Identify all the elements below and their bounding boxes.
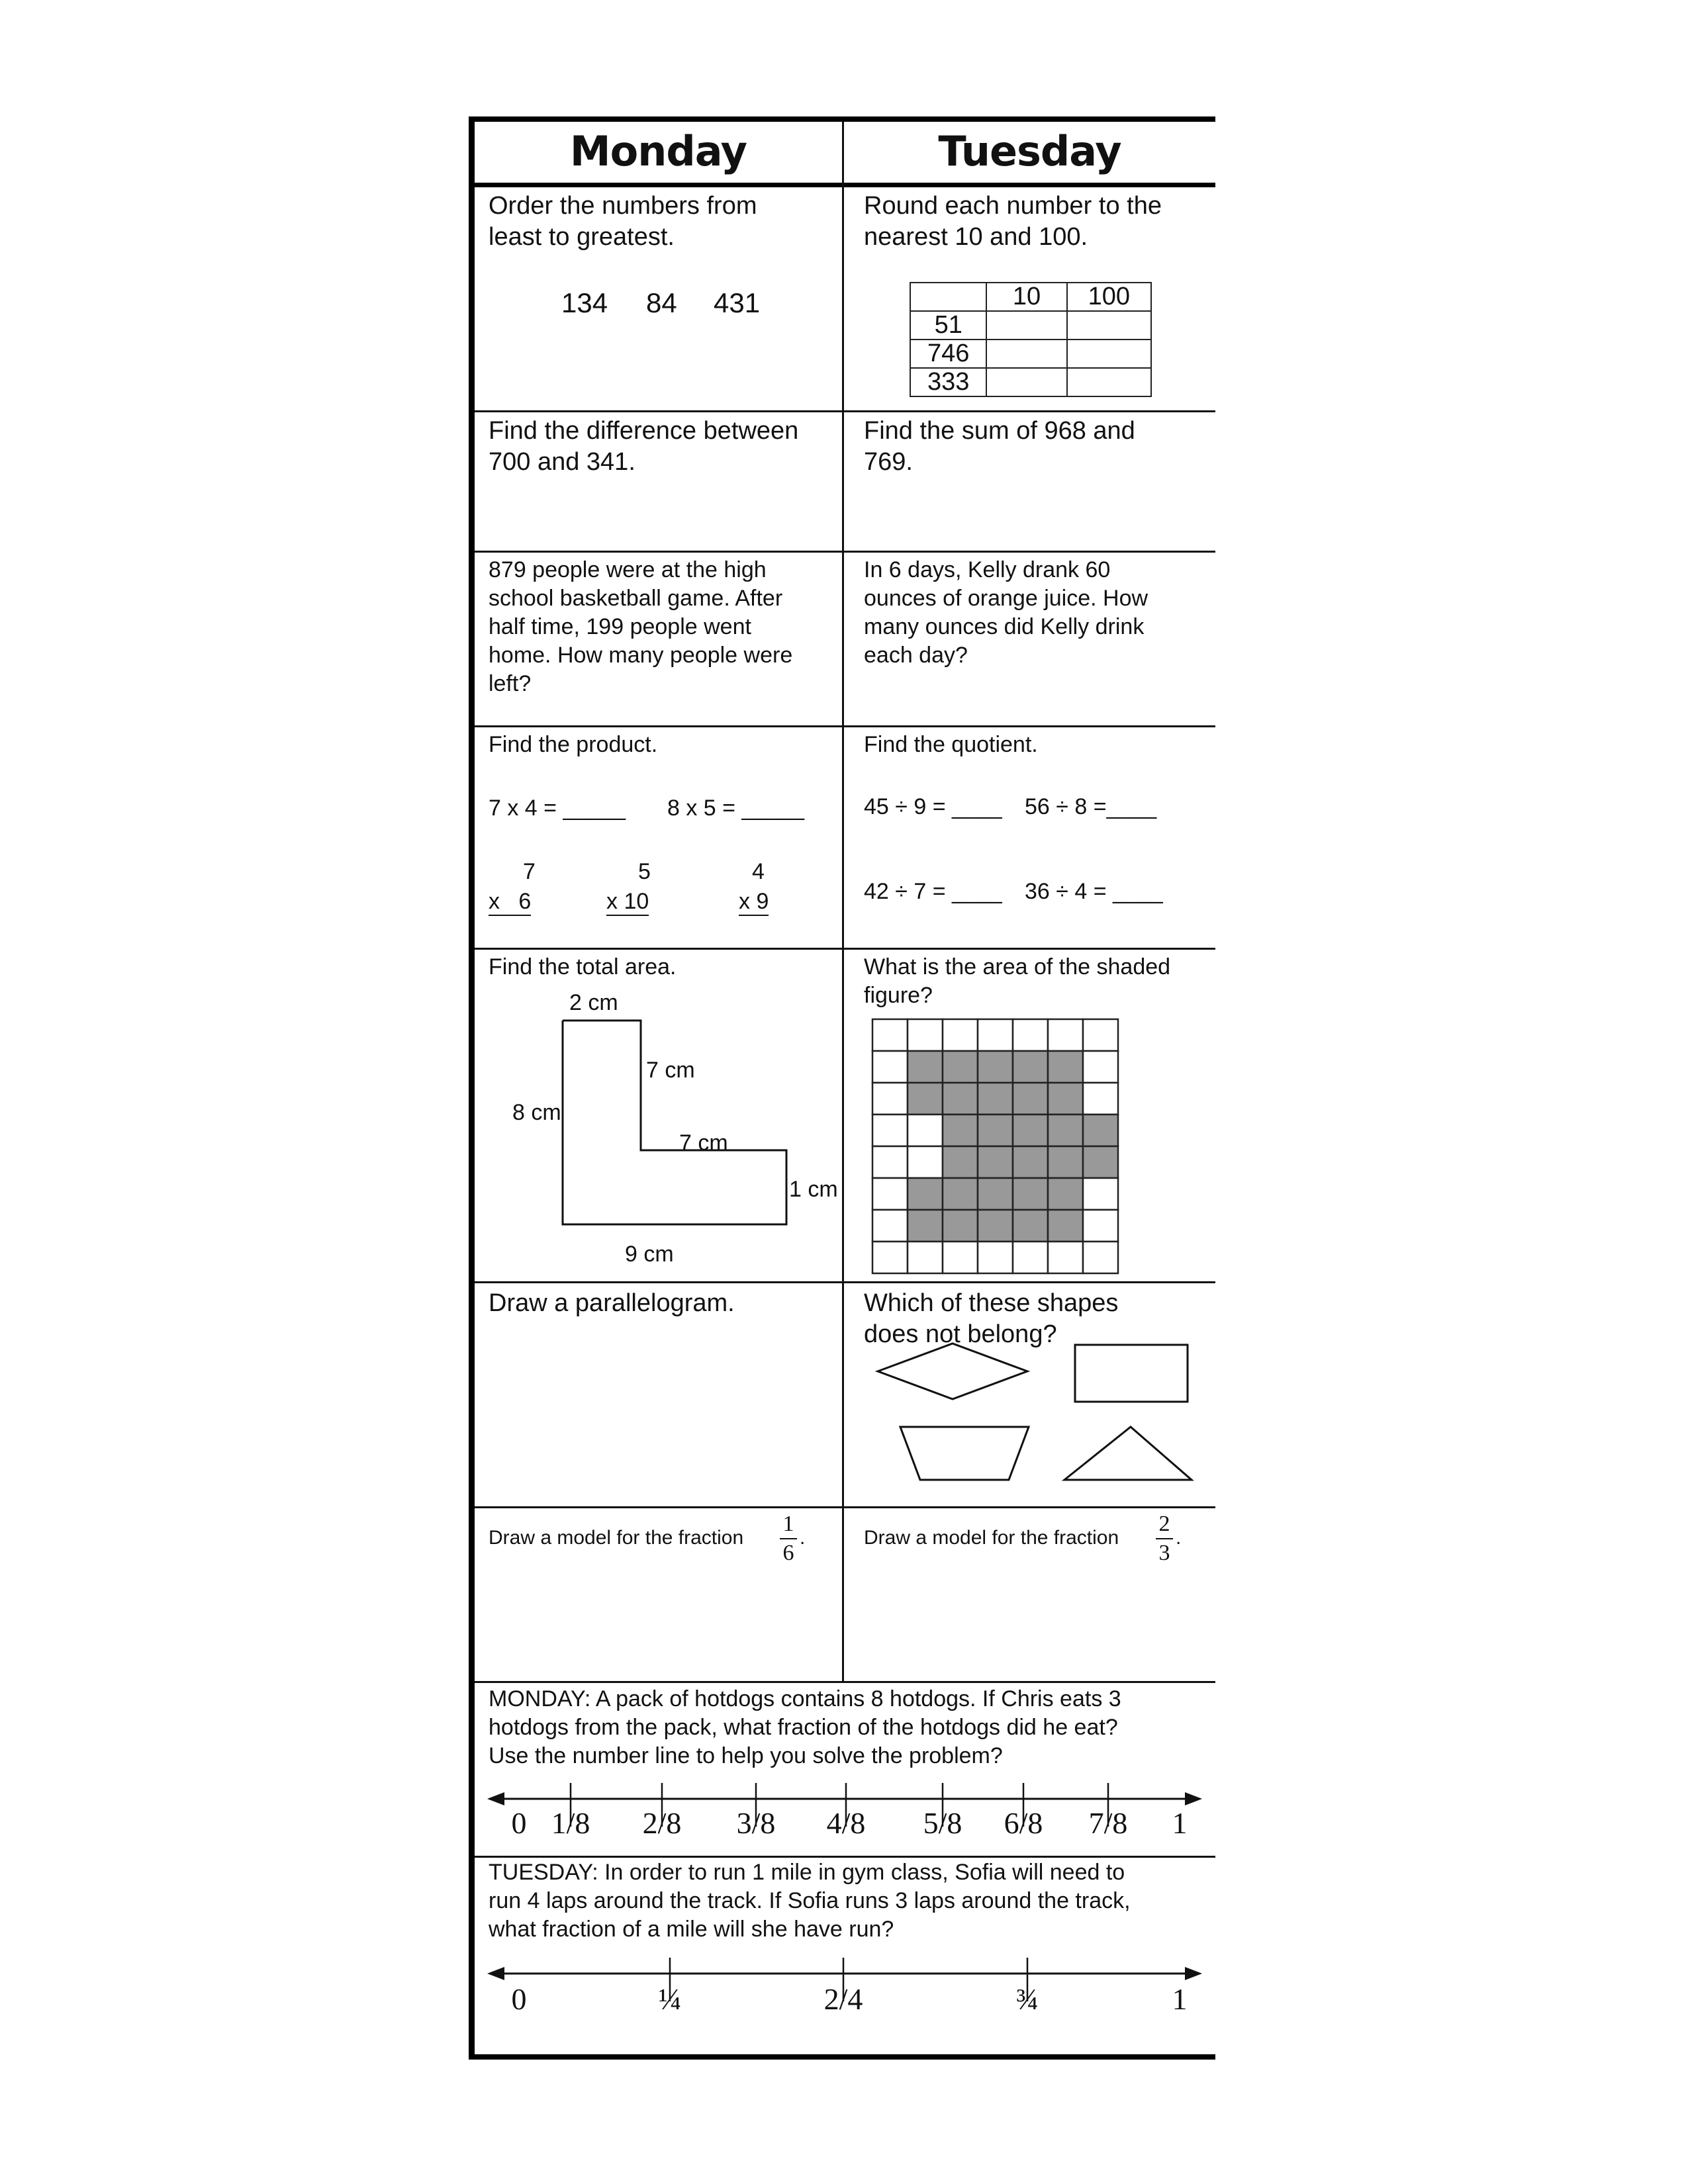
number-line-label: 2/4 (823, 1982, 863, 2016)
word-problem-line: left? (489, 671, 532, 696)
number-line-label: ¼ (658, 1982, 682, 2016)
number-line-label: 3/8 (736, 1806, 776, 1840)
table-row-value: 333 (910, 368, 986, 396)
number-line-label: 0 (511, 1982, 527, 2016)
difference-prompt-line1: Find the difference between (489, 417, 799, 445)
tuesday-header: Tuesday (938, 127, 1121, 175)
order-prompt-line2: least to greatest. (489, 223, 675, 251)
tuesday-problem-line: run 4 laps around the track. If Sofia runs 3 laps around the track, (489, 1888, 1131, 1913)
number-line-label: 1 (1172, 1806, 1188, 1840)
fraction-numerator: 2 (1158, 1512, 1170, 1536)
monday-problem-line: Use the number line to help you solve the problem? (489, 1743, 1003, 1768)
label-top: 2 cm (569, 990, 618, 1015)
word-problem-line: half time, 199 people went (489, 614, 751, 639)
word-problem-line: ounces of orange juice. How (864, 586, 1149, 611)
quotient-equation: 56 ÷ 8 =____ (1025, 794, 1157, 819)
label-inner-vertical: 7 cm (646, 1058, 695, 1083)
fraction-model-prompt: Draw a model for the fraction (489, 1527, 744, 1549)
word-problem-line: home. How many people were (489, 643, 793, 668)
product-equation: 7 x 4 = _____ (489, 796, 626, 821)
area-prompt: Find the total area. (489, 954, 677, 979)
vertical-bottom: x 9 (739, 888, 769, 916)
word-problem-line: many ounces did Kelly drink (864, 614, 1145, 639)
fraction-model-prompt: Draw a model for the fraction (864, 1527, 1119, 1549)
number-line-label: ¾ (1015, 1982, 1039, 2016)
table-row-value: 746 (910, 340, 986, 368)
shapes-prompt-line1: Which of these shapes (864, 1289, 1119, 1317)
quotient-equation: 36 ÷ 4 = ____ (1025, 879, 1163, 904)
number-line-label: 6/8 (1004, 1806, 1043, 1840)
tuesday-problem-line: what fraction of a mile will she have run? (489, 1917, 894, 1942)
fraction-numerator: 1 (782, 1512, 794, 1536)
border-bottom (469, 2054, 1215, 2060)
difference-prompt-line2: 700 and 341. (489, 448, 635, 476)
number-value: 431 (714, 287, 761, 318)
number-line-label: 4/8 (826, 1806, 866, 1840)
round-prompt-line2: nearest 10 and 100. (864, 223, 1088, 251)
number-line-fourths (469, 116, 1215, 2054)
shapes-prompt-line2: does not belong? (864, 1320, 1057, 1348)
worksheet (469, 116, 1215, 2060)
vertical-top: 7 (523, 859, 536, 884)
order-prompt-line1: Order the numbers from (489, 192, 757, 220)
label-left: 8 cm (512, 1100, 561, 1125)
label-right: 1 cm (789, 1177, 838, 1202)
arrow-right-icon (1185, 1967, 1202, 1980)
sum-prompt-line2: 769. (864, 448, 913, 476)
product-equation: 8 x 5 = _____ (667, 796, 805, 821)
word-problem-line: In 6 days, Kelly drank 60 (864, 557, 1111, 582)
tuesday-problem-line: TUESDAY: In order to run 1 mile in gym class, Sofia will need to (489, 1860, 1125, 1885)
quotient-equation: 45 ÷ 9 = ____ (864, 794, 1002, 819)
number-line-label: 5/8 (923, 1806, 962, 1840)
word-problem-line: 879 people were at the high (489, 557, 767, 582)
product-prompt: Find the product. (489, 732, 658, 757)
vertical-bottom: x 10 (606, 888, 649, 916)
table-header-100: 100 (1067, 283, 1151, 311)
word-problem-line: each day? (864, 643, 968, 668)
quotient-prompt: Find the quotient. (864, 732, 1038, 757)
vertical-top: 5 (638, 859, 651, 884)
quotient-equation: 42 ÷ 7 = ____ (864, 879, 1002, 904)
number-line-label: 1 (1172, 1982, 1188, 2016)
fraction-period: . (800, 1527, 806, 1549)
label-inner-horizontal: 7 cm (679, 1130, 728, 1156)
number-value: 84 (646, 287, 677, 318)
round-prompt-line1: Round each number to the (864, 192, 1162, 220)
fraction-denominator: 6 (782, 1541, 794, 1565)
shaded-area-prompt-line1: What is the area of the shaded (864, 954, 1171, 979)
number-line-label: 7/8 (1088, 1806, 1128, 1840)
word-problem-line: school basketball game. After (489, 586, 783, 611)
vertical-bottom: x 6 (489, 888, 531, 916)
fraction-denominator: 3 (1158, 1541, 1170, 1565)
parallelogram-prompt: Draw a parallelogram. (489, 1289, 735, 1317)
number-value: 134 (561, 287, 608, 318)
vertical-top: 4 (752, 859, 765, 884)
arrow-left-icon (487, 1967, 504, 1980)
sum-prompt-line1: Find the sum of 968 and (864, 417, 1135, 445)
table-header-10: 10 (986, 283, 1066, 311)
monday-header: Monday (569, 127, 747, 175)
shaded-area-prompt-line2: figure? (864, 983, 933, 1008)
label-bottom: 9 cm (625, 1242, 674, 1267)
number-line-label: 1/8 (551, 1806, 590, 1840)
number-line-label: 2/8 (642, 1806, 682, 1840)
fraction-period: . (1176, 1527, 1182, 1549)
monday-problem-line: hotdogs from the pack, what fraction of the hotdogs did he eat? (489, 1715, 1118, 1740)
number-line-label: 0 (511, 1806, 527, 1840)
table-row-value: 51 (910, 311, 986, 340)
monday-problem-line: MONDAY: A pack of hotdogs contains 8 hotdogs. If Chris eats 3 (489, 1686, 1121, 1711)
